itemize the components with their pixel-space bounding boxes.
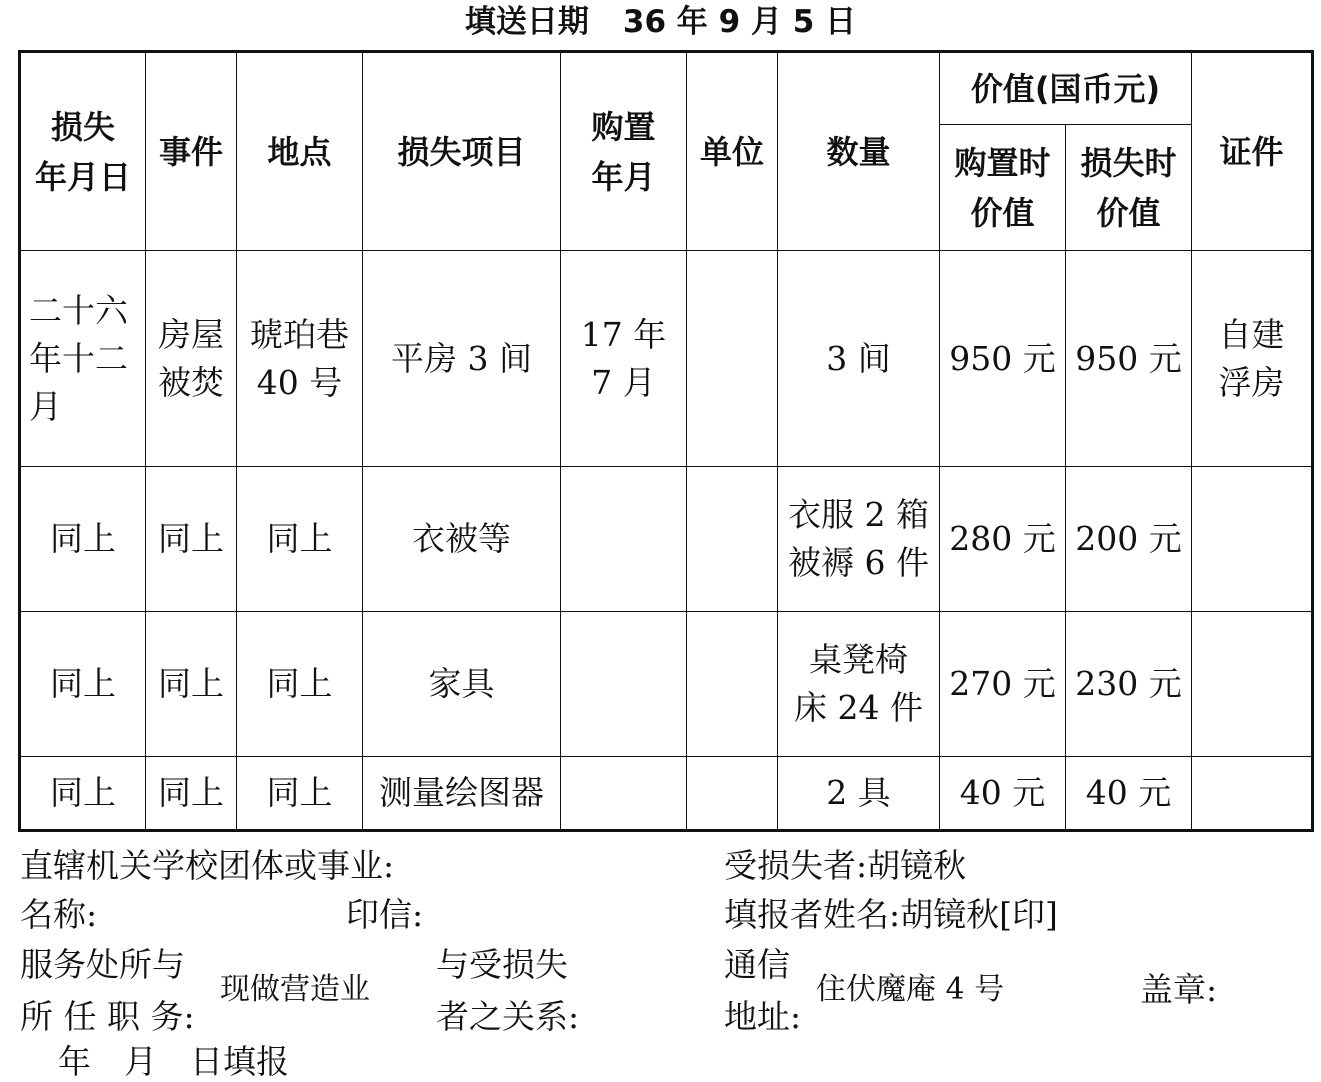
fill-report-date: 年 月 日填报 xyxy=(58,1042,289,1081)
cell-event: 房屋 被焚 xyxy=(146,251,237,467)
address-label-1: 通信 xyxy=(724,945,790,984)
fill-date-value: 36 年 9 月 5 日 xyxy=(622,4,857,40)
cell-purchase-date xyxy=(561,467,687,612)
col-quantity: 数量 xyxy=(778,52,940,251)
col-item: 损失项目 xyxy=(363,52,561,251)
victim-label: 受损失者: xyxy=(724,846,868,885)
cell-value-loss: 200 元 xyxy=(1066,467,1192,612)
table-row xyxy=(20,757,1313,831)
seal-label: 印信: xyxy=(346,895,424,934)
cell-value-purchase: 950 元 xyxy=(940,251,1066,467)
cell-place: 同上 xyxy=(237,757,363,831)
cell-item: 平房 3 间 xyxy=(363,251,561,467)
address-label-2: 地址: xyxy=(724,997,802,1036)
cell-quantity: 2 具 xyxy=(778,757,940,831)
cell-unit xyxy=(687,612,778,757)
cell-value-loss: 950 元 xyxy=(1066,251,1192,467)
cell-item: 测量绘图器 xyxy=(363,757,561,831)
reporter-field xyxy=(724,895,1058,935)
table-row xyxy=(20,467,1313,612)
cell-unit xyxy=(687,757,778,831)
cell-event: 同上 xyxy=(146,612,237,757)
cell-value-loss: 230 元 xyxy=(1066,612,1192,757)
org-label: 直辖机关学校团体或事业: xyxy=(20,846,395,885)
name-label: 名称: xyxy=(20,895,98,934)
service-label-2: 所 任 职 务: xyxy=(20,997,195,1036)
cell-certificate xyxy=(1192,612,1313,757)
cell-quantity: 桌凳椅 床 24 件 xyxy=(778,612,940,757)
victim-name: 胡镜秋 xyxy=(867,846,967,885)
cell-item: 衣被等 xyxy=(363,467,561,612)
cell-event: 同上 xyxy=(146,467,237,612)
cell-unit xyxy=(687,251,778,467)
fill-date-label: 填送日期 xyxy=(464,4,589,40)
fill-date-line xyxy=(0,2,1321,42)
cell-loss-date: 二十六 年十二 月 xyxy=(20,251,146,467)
col-certificate: 证件 xyxy=(1192,52,1313,251)
service-label-1: 服务处所与 xyxy=(20,945,185,984)
col-event: 事件 xyxy=(146,52,237,251)
reporter-name: 胡镜秋[印] xyxy=(900,895,1058,934)
service-value: 现做营造业 xyxy=(220,972,370,1007)
cell-value-loss: 40 元 xyxy=(1066,757,1192,831)
cell-loss-date: 同上 xyxy=(20,612,146,757)
cell-place: 同上 xyxy=(237,612,363,757)
address-value: 住伏魔庵 4 号 xyxy=(816,972,1005,1007)
cell-certificate xyxy=(1192,757,1313,831)
col-value-purchase: 购置时 价值 xyxy=(940,125,1066,251)
loss-report-table xyxy=(18,50,1314,832)
col-value-loss: 损失时 价值 xyxy=(1066,125,1192,251)
cell-purchase-date xyxy=(561,612,687,757)
cell-loss-date: 同上 xyxy=(20,467,146,612)
col-value-group: 价值(国币元) xyxy=(940,52,1192,125)
cell-certificate: 自建 浮房 xyxy=(1192,251,1313,467)
cell-value-purchase: 40 元 xyxy=(940,757,1066,831)
stamp-label: 盖章: xyxy=(1140,970,1218,1009)
reporter-label: 填报者姓名: xyxy=(724,895,901,934)
cell-quantity: 3 间 xyxy=(778,251,940,467)
col-purchase-date: 购置 年月 xyxy=(561,52,687,251)
header-row xyxy=(20,52,1313,125)
table-row xyxy=(20,612,1313,757)
cell-event: 同上 xyxy=(146,757,237,831)
cell-purchase-date xyxy=(561,757,687,831)
cell-value-purchase: 280 元 xyxy=(940,467,1066,612)
cell-item: 家具 xyxy=(363,612,561,757)
cell-value-purchase: 270 元 xyxy=(940,612,1066,757)
victim-field xyxy=(724,846,966,886)
cell-certificate xyxy=(1192,467,1313,612)
col-place: 地点 xyxy=(237,52,363,251)
cell-unit xyxy=(687,467,778,612)
table-row xyxy=(20,251,1313,467)
cell-loss-date: 同上 xyxy=(20,757,146,831)
cell-purchase-date: 17 年 7 月 xyxy=(561,251,687,467)
relation-label-1: 与受损失 xyxy=(436,945,568,984)
cell-place: 琥珀巷 40 号 xyxy=(237,251,363,467)
col-unit: 单位 xyxy=(687,52,778,251)
cell-place: 同上 xyxy=(237,467,363,612)
col-loss-date: 损失 年月日 xyxy=(20,52,146,251)
relation-label-2: 者之关系: xyxy=(436,997,580,1036)
cell-quantity: 衣服 2 箱 被褥 6 件 xyxy=(778,467,940,612)
